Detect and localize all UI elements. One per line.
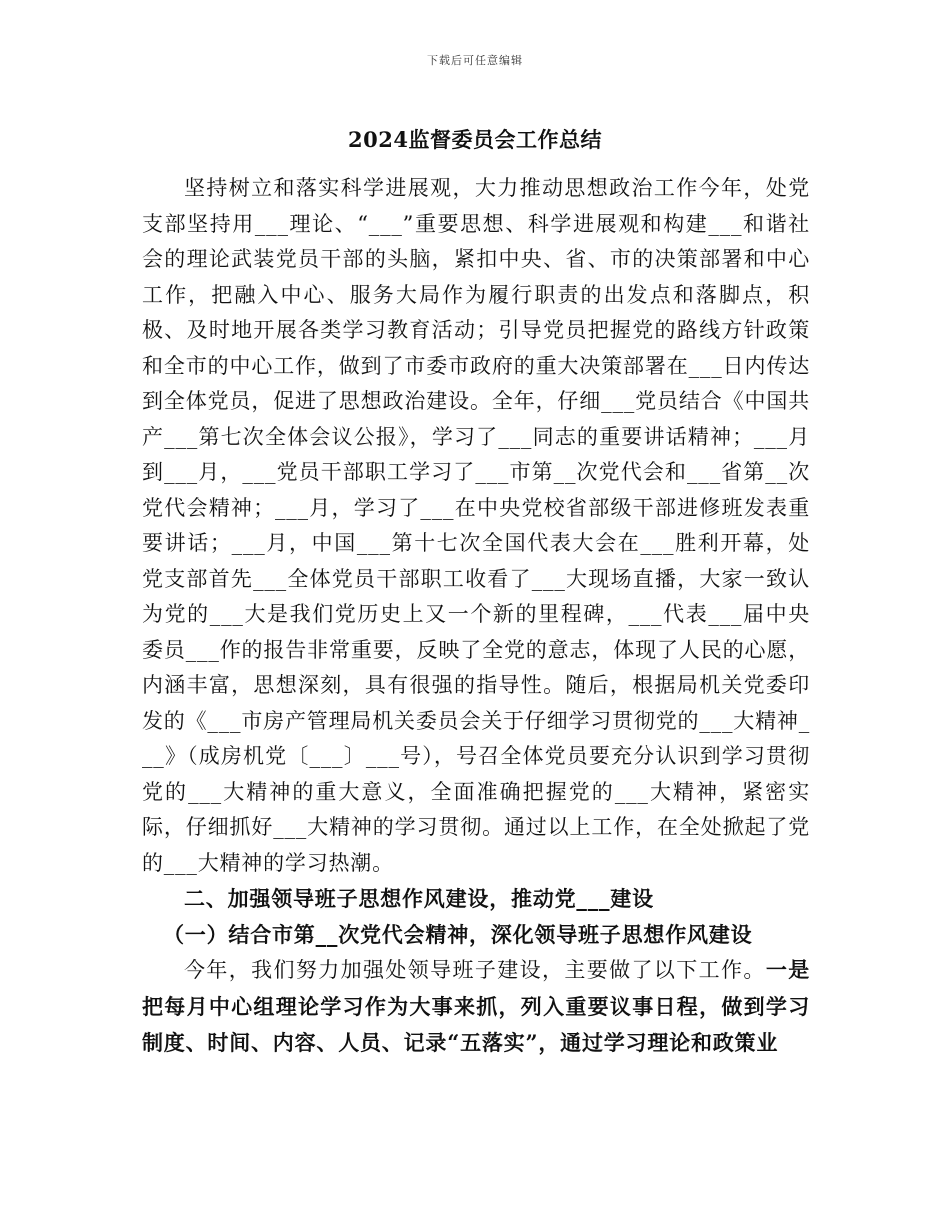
paragraph-leadership-point-one: 一是把每月中心组理论学习作为大事来抓，列入重要议事日程，做到学习制度、时间、内容、人员、记录“五落实”，通过学习理论和政策业	[142, 957, 810, 1055]
subsection-heading-1: （一）结合市第__次党代会精神，深化领导班子思想作风建设	[163, 921, 753, 947]
paragraph-party-study: 坚持树立和落实科学进展观，大力推动思想政治工作今年，处党支部坚持用___理论、“___”重要思想、科学进展观和构建___和谐社会的理论武装党员干部的头脑，紧扣中央、省、市的决策部署和中心工作，把融入中心、服务大局作为履行职责的出发点和落脚点，积极、及时地开展各类学习教育活动；引导党员把握党的路线方针政策和全市的中心工作，做到了市委市政府的重大决策部署在___日内传达到全体党员，促进了思想政治建设。全年，仔细___党员结合《中国共产___第七次全体会议公报》，学习了___同志的重要讲话精神；___月到___月，___党员干部职工学习了___市第__次党代会和___省第__次党代会精神；___月，学习了___在中央党校省部级干部进修班发表重要讲话；___月，中国___第十七次全国代表大会在___胜利开幕，处党支部首先___全体党员干部职工收看了___大现场直播，大家一致认为党的___大是我们党历史上又一个新的里程碑，___代表___届中央委员___作的报告非常重要，反映了全党的意志，体现了人民的心愿，内涵丰富，思想深刻，具有很强的指导性。随后，根据局机关党委印发的《___市房产管理局机关委员会关于仔细学习贯彻党的___大精神___》（成房机党〔___〕___号），号召全体党员要充分认识到学习贯彻党的___大精神的重大意义，全面准确把握党的___大精神，紧密实际，仔细抓好___大精神的学习贯彻。通过以上工作，在全处掀起了党的___大精神的学习热潮。	[142, 176, 810, 875]
document-body	[142, 171, 810, 1062]
document-title: 2024监督委员会工作总结	[348, 127, 602, 152]
page-header-note: 下载后可任意编辑	[427, 54, 523, 67]
paragraph-leadership-work	[142, 952, 810, 1062]
section-heading-2: 二、加强领导班子思想作风建设，推动党___建设	[184, 886, 654, 911]
paragraph-leadership-intro: 今年，我们努力加强处领导班子建设，主要做了以下工作。	[184, 958, 766, 982]
